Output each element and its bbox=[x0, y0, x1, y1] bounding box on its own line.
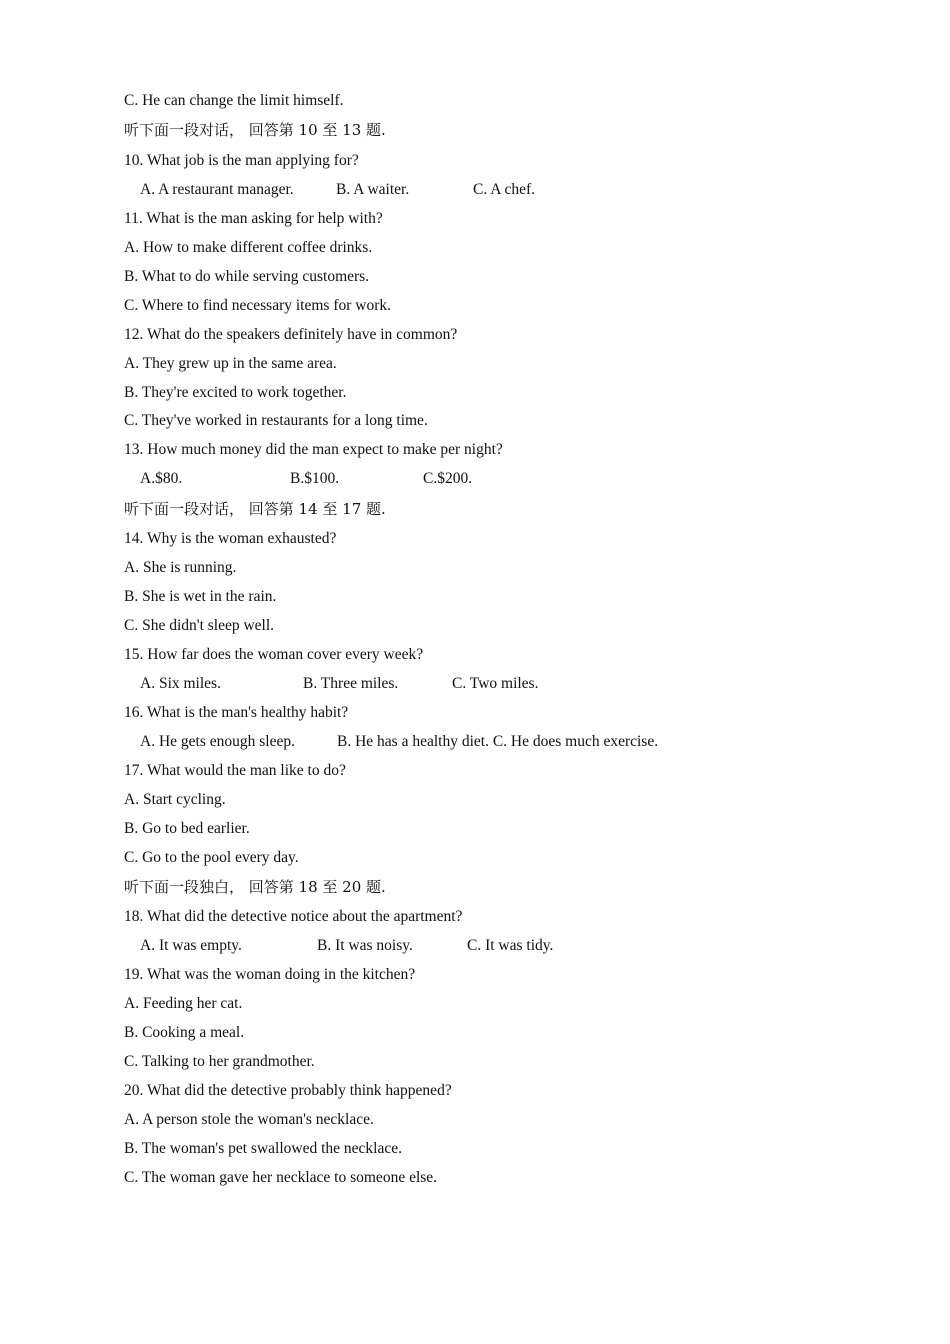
q12-option-b: B. They're excited to work together. bbox=[124, 384, 347, 401]
section-instruction-10-13: 听下面一段对话， 回答第 10 至 13 题. bbox=[124, 121, 386, 139]
question-16: 16. What is the man's healthy habit? bbox=[124, 704, 349, 721]
q18-option-a: A. It was empty. bbox=[140, 937, 242, 954]
q20-option-a: A. A person stole the woman's necklace. bbox=[124, 1111, 374, 1128]
q19-option-c: C. Talking to her grandmother. bbox=[124, 1053, 315, 1070]
q16-option-b-c: B. He has a healthy diet. C. He does much exercise. bbox=[337, 733, 659, 750]
q11-option-b: B. What to do while serving customers. bbox=[124, 268, 370, 285]
q17-option-b: B. Go to bed earlier. bbox=[124, 820, 250, 837]
question-17: 17. What would the man like to do? bbox=[124, 762, 346, 779]
question-10: 10. What job is the man applying for? bbox=[124, 152, 359, 169]
q20-option-b: B. The woman's pet swallowed the necklace. bbox=[124, 1140, 402, 1157]
question-18: 18. What did the detective notice about the apartment? bbox=[124, 908, 463, 925]
q19-option-a: A. Feeding her cat. bbox=[124, 995, 243, 1012]
section-instruction-14-17: 听下面一段对话， 回答第 14 至 17 题. bbox=[124, 500, 386, 518]
q11-option-c: C. Where to find necessary items for work. bbox=[124, 297, 392, 314]
q14-option-b: B. She is wet in the rain. bbox=[124, 588, 277, 605]
q20-option-c: C. The woman gave her necklace to someone else. bbox=[124, 1169, 438, 1186]
q17-option-c: C. Go to the pool every day. bbox=[124, 849, 299, 866]
question-20: 20. What did the detective probably think happened? bbox=[124, 1082, 452, 1099]
question-19: 19. What was the woman doing in the kitchen? bbox=[124, 966, 416, 983]
q9-option-c: C. He can change the limit himself. bbox=[124, 92, 344, 109]
q13-option-c: C.$200. bbox=[423, 470, 473, 487]
q15-option-c: C. Two miles. bbox=[452, 675, 539, 692]
q16-option-a: A. He gets enough sleep. bbox=[140, 733, 295, 750]
q18-option-b: B. It was noisy. bbox=[317, 937, 413, 954]
section-instruction-18-20: 听下面一段独白， 回答第 18 至 20 题. bbox=[124, 878, 386, 896]
q10-option-c: C. A chef. bbox=[473, 181, 535, 198]
q10-option-b: B. A waiter. bbox=[336, 181, 410, 198]
question-12: 12. What do the speakers definitely have in common? bbox=[124, 326, 458, 343]
q12-option-a: A. They grew up in the same area. bbox=[124, 355, 337, 372]
q15-option-a: A. Six miles. bbox=[140, 675, 221, 692]
q14-option-a: A. She is running. bbox=[124, 559, 237, 576]
q10-option-a: A. A restaurant manager. bbox=[140, 181, 294, 198]
q18-option-c: C. It was tidy. bbox=[467, 937, 554, 954]
q11-option-a: A. How to make different coffee drinks. bbox=[124, 239, 373, 256]
q12-option-c: C. They've worked in restaurants for a long time. bbox=[124, 412, 428, 429]
q19-option-b: B. Cooking a meal. bbox=[124, 1024, 245, 1041]
question-11: 11. What is the man asking for help with? bbox=[124, 210, 383, 227]
question-14: 14. Why is the woman exhausted? bbox=[124, 530, 337, 547]
q15-option-b: B. Three miles. bbox=[303, 675, 399, 692]
q13-option-b: B.$100. bbox=[290, 470, 340, 487]
q13-option-a: A.$80. bbox=[140, 470, 183, 487]
question-13: 13. How much money did the man expect to make per night? bbox=[124, 441, 503, 458]
q14-option-c: C. She didn't sleep well. bbox=[124, 617, 275, 634]
q17-option-a: A. Start cycling. bbox=[124, 791, 226, 808]
question-15: 15. How far does the woman cover every week? bbox=[124, 646, 424, 663]
